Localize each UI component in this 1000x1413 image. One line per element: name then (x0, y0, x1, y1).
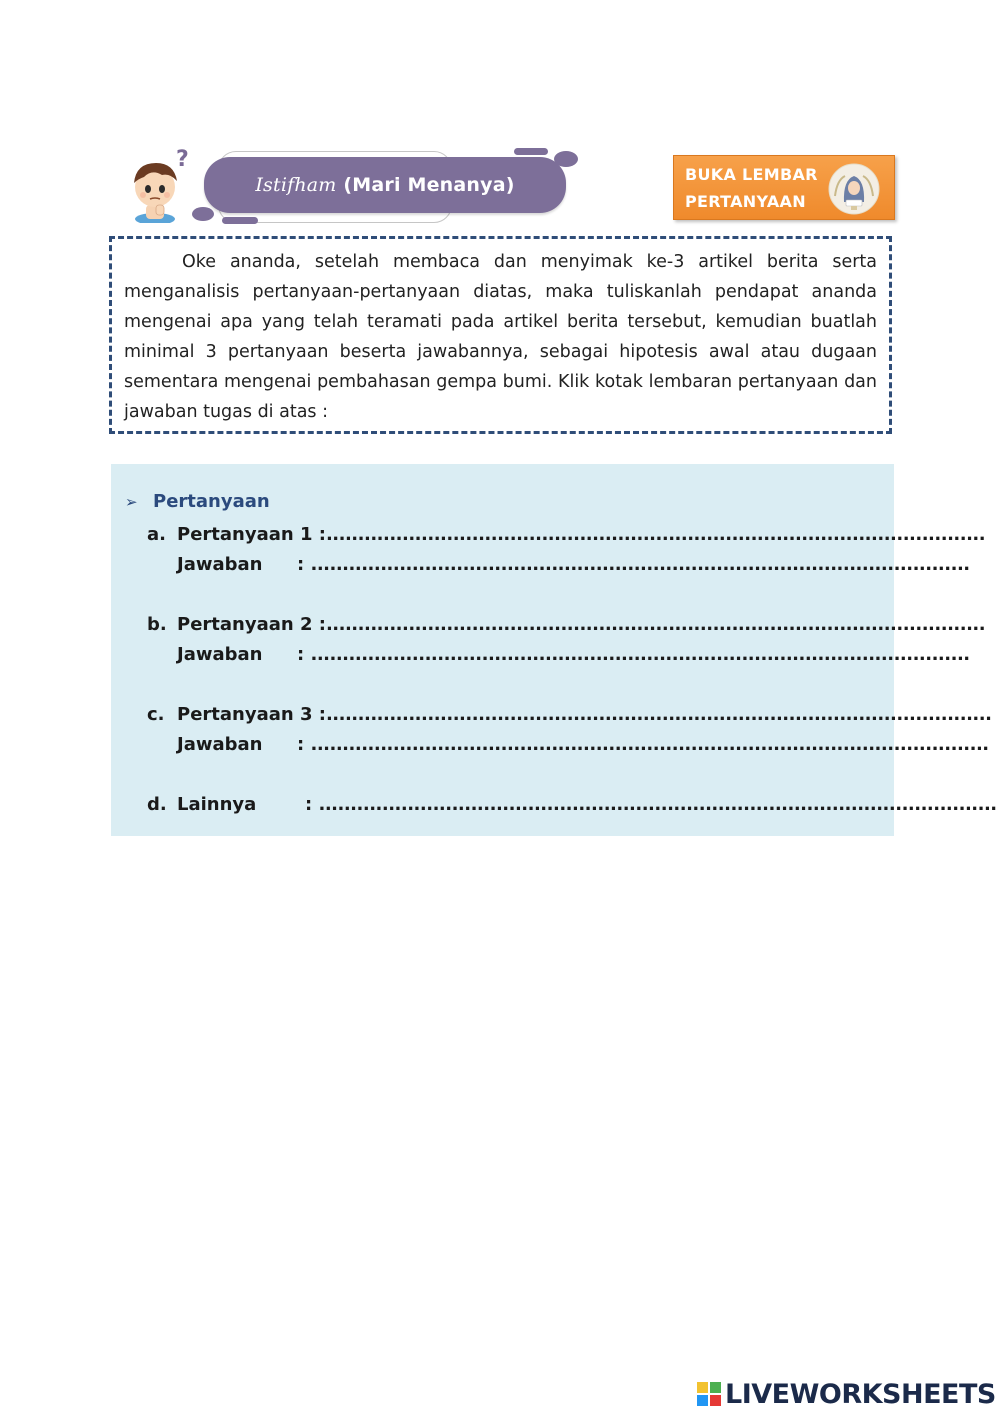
open-button-line1: BUKA LEMBAR (685, 165, 818, 184)
question-label: Pertanyaan 1 : (177, 524, 326, 545)
other-colon: : (305, 794, 313, 815)
instruction-box (109, 236, 892, 434)
answer-row-a (177, 554, 970, 575)
answer-label: Jawaban (177, 554, 263, 575)
item-letter: c. (147, 704, 165, 725)
other-field[interactable]: ........................................................................................................... (318, 794, 997, 815)
banner-dash-top (514, 148, 548, 155)
questions-heading (125, 491, 270, 512)
question-row-a (147, 524, 985, 545)
answer-1-field[interactable]: ........................................................................................................ (310, 554, 970, 575)
answer-row-c (177, 734, 989, 755)
question-row-c (147, 704, 991, 725)
section-title-rest: (Mari Menanya) (343, 174, 515, 196)
question-mark-icon: ? (176, 147, 189, 172)
question-2-field[interactable]: ........................................................................................................ (325, 614, 986, 635)
open-button-line2: PERTANYAAN (685, 192, 806, 211)
question-1-field[interactable]: ........................................................................................................ (325, 524, 986, 545)
answer-label: Jawaban (177, 734, 263, 755)
question-label: Pertanyaan 3 : (177, 704, 326, 725)
banner-dot-left (192, 207, 214, 221)
item-letter: d. (147, 794, 167, 815)
liveworksheets-wordmark: LIVEWORKSHEETS (725, 1378, 996, 1410)
banner-dot-right (554, 151, 578, 167)
question-3-field[interactable]: ......................................................................................................... (325, 704, 992, 725)
section-title (255, 174, 514, 196)
instruction-text: Oke ananda, setelah membaca dan menyimak ke-3 artikel berita serta menganalisis pertanyaan-pertanyaan diatas, maka tuliskanlah pendapat ananda mengenai apa yang telah teramati pada artikel berita tersebut, kemudian buatlah minimal 3 pertanyaan beserta jawabannya, sebagai hipotesis awal atau dugaan sementara mengenai pembahasan gempa bumi. Klik kotak lembaran pertanyaan dan jawaban tugas di atas : (124, 252, 877, 422)
liveworksheets-mark-icon (697, 1382, 721, 1406)
answer-3-field[interactable]: ........................................................................................................... (310, 734, 989, 755)
section-title-banner (204, 157, 566, 213)
questions-heading-label: Pertanyaan (153, 491, 270, 512)
arrow-bullet-icon: ➢ (125, 493, 138, 511)
banner-dash-bottom (222, 217, 258, 224)
item-letter: a. (147, 524, 166, 545)
answer-label: Jawaban (177, 644, 263, 665)
student-hijab-icon (827, 162, 881, 216)
answer-2-field[interactable]: ........................................................................................................ (310, 644, 970, 665)
section-header (122, 145, 592, 230)
open-question-sheet-button[interactable] (673, 155, 895, 220)
section-title-italic: Istifham (255, 174, 337, 196)
question-row-b (147, 614, 985, 635)
other-row-d (147, 794, 997, 815)
other-label: Lainnya (177, 794, 257, 815)
question-panel (111, 464, 997, 836)
answer-colon: : (297, 734, 305, 755)
answer-row-b (177, 644, 970, 665)
answer-colon: : (297, 644, 305, 665)
liveworksheets-logo[interactable] (697, 1378, 996, 1410)
answer-colon: : (297, 554, 305, 575)
item-letter: b. (147, 614, 167, 635)
question-label: Pertanyaan 2 : (177, 614, 326, 635)
